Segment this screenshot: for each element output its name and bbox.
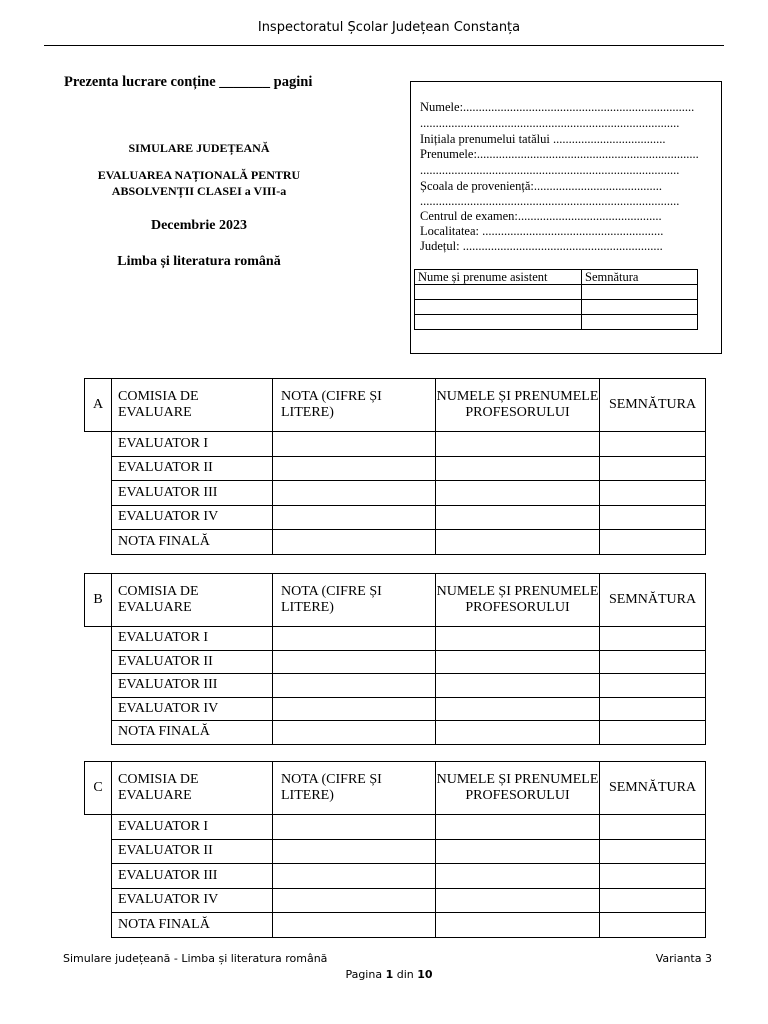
grade-cell[interactable]	[273, 864, 436, 889]
col-teacher-name: NUMELE ȘI PRENUMELE PROFESORULUI	[436, 379, 600, 432]
teacher-cell[interactable]	[436, 815, 600, 840]
grade-cell[interactable]	[273, 505, 436, 530]
id-line-county[interactable]: Județul: ................................................................	[420, 239, 663, 253]
evaluation-title-line2: ABSOLVENȚII CLASEI a VIII-a	[111, 184, 287, 198]
teacher-cell[interactable]	[436, 627, 600, 651]
signature-cell[interactable]	[600, 721, 706, 745]
id-line-school[interactable]: Școala de proveniență:.........................................	[420, 179, 662, 193]
spacer-cell	[85, 815, 112, 840]
teacher-cell[interactable]	[436, 721, 600, 745]
assistant-table	[414, 269, 698, 330]
signature-cell[interactable]	[600, 674, 706, 698]
teacher-cell[interactable]	[436, 864, 600, 889]
spacer-cell	[85, 839, 112, 864]
id-line-school-cont[interactable]: ...................................................................................	[420, 194, 680, 208]
col-teacher-name: NUMELE ȘI PRENUMELE PROFESORULUI	[436, 574, 600, 627]
spacer-cell	[85, 864, 112, 889]
spacer-cell	[85, 530, 112, 555]
page-mid: din	[393, 968, 418, 981]
teacher-cell[interactable]	[436, 456, 600, 481]
signature-cell[interactable]	[600, 864, 706, 889]
id-line-name-cont[interactable]: ...................................................................................	[420, 116, 680, 130]
spacer-cell	[85, 721, 112, 745]
id-line-father-initial[interactable]: Inițiala prenumelui tatălui ....................................	[420, 132, 666, 146]
simulation-title: SIMULARE JUDEȚEANĂ	[128, 141, 270, 155]
signature-cell[interactable]	[600, 432, 706, 457]
grade-cell[interactable]	[273, 697, 436, 721]
page-number	[0, 968, 768, 981]
teacher-cell[interactable]	[436, 432, 600, 457]
evaluator-label: EVALUATOR I	[112, 815, 273, 840]
spacer-cell	[85, 650, 112, 674]
teacher-cell[interactable]	[436, 674, 600, 698]
id-line-locality[interactable]: Localitatea: ..........................................................	[420, 224, 664, 238]
evaluator-label: EVALUATOR III	[112, 674, 273, 698]
col-commission: COMISIA DE EVALUARE	[112, 379, 273, 432]
commission-table-a	[84, 378, 706, 555]
signature-cell[interactable]	[600, 505, 706, 530]
evaluator-label: EVALUATOR II	[112, 839, 273, 864]
spacer-cell	[85, 481, 112, 506]
col-commission: COMISIA DE EVALUARE	[112, 762, 273, 815]
teacher-cell[interactable]	[436, 530, 600, 555]
final-grade-label: NOTA FINALĂ	[112, 530, 273, 555]
grade-cell[interactable]	[273, 721, 436, 745]
exam-subject: Limba și literatura română	[117, 254, 281, 269]
signature-cell[interactable]	[600, 650, 706, 674]
pages-count-line: Prezenta lucrare conține _______ pagini	[64, 74, 313, 90]
assistant-signature-cell[interactable]	[582, 300, 698, 315]
grade-cell[interactable]	[273, 815, 436, 840]
grade-cell[interactable]	[273, 913, 436, 938]
commission-letter: A	[85, 379, 112, 432]
signature-cell[interactable]	[600, 815, 706, 840]
commission-letter: C	[85, 762, 112, 815]
evaluator-label: EVALUATOR IV	[112, 888, 273, 913]
id-line-firstname[interactable]: Prenumele:.......................................................................	[420, 147, 699, 161]
evaluator-label: EVALUATOR III	[112, 864, 273, 889]
header-title: Inspectoratul Școlar Județean Constanța	[257, 20, 521, 35]
teacher-cell[interactable]	[436, 888, 600, 913]
footer-exam-name: Simulare județeană - Limba și literatura română	[63, 952, 328, 965]
final-grade-label: NOTA FINALĂ	[112, 721, 273, 745]
evaluator-label: EVALUATOR I	[112, 627, 273, 651]
commission-table-b	[84, 573, 706, 745]
assistant-name-cell[interactable]	[415, 285, 582, 300]
evaluator-label: EVALUATOR II	[112, 650, 273, 674]
assistant-name-cell[interactable]	[415, 315, 582, 330]
teacher-cell[interactable]	[436, 481, 600, 506]
assistant-name-cell[interactable]	[415, 300, 582, 315]
spacer-cell	[85, 627, 112, 651]
evaluator-label: EVALUATOR II	[112, 456, 273, 481]
col-grade: NOTA (CIFRE ȘI LITERE)	[273, 379, 436, 432]
signature-cell[interactable]	[600, 456, 706, 481]
col-grade: NOTA (CIFRE ȘI LITERE)	[273, 574, 436, 627]
grade-cell[interactable]	[273, 530, 436, 555]
assistant-signature-cell[interactable]	[582, 315, 698, 330]
signature-cell[interactable]	[600, 627, 706, 651]
teacher-cell[interactable]	[436, 650, 600, 674]
assistant-name-header: Nume și prenume asistent	[415, 270, 582, 285]
grade-cell[interactable]	[273, 456, 436, 481]
grade-cell[interactable]	[273, 481, 436, 506]
grade-cell[interactable]	[273, 627, 436, 651]
evaluator-label: EVALUATOR III	[112, 481, 273, 506]
grade-cell[interactable]	[273, 432, 436, 457]
final-grade-label: NOTA FINALĂ	[112, 913, 273, 938]
commission-letter: B	[85, 574, 112, 627]
signature-cell[interactable]	[600, 697, 706, 721]
grade-cell[interactable]	[273, 888, 436, 913]
teacher-cell[interactable]	[436, 505, 600, 530]
spacer-cell	[85, 888, 112, 913]
id-line-firstname-cont[interactable]: ...................................................................................	[420, 163, 680, 177]
signature-cell[interactable]	[600, 888, 706, 913]
page-total: 10	[417, 968, 433, 981]
id-line-name[interactable]: Numele:..........................................................................	[420, 100, 695, 114]
spacer-cell	[85, 505, 112, 530]
grade-cell[interactable]	[273, 674, 436, 698]
signature-cell[interactable]	[600, 481, 706, 506]
col-signature: SEMNĂTURA	[600, 574, 706, 627]
evaluator-label: EVALUATOR IV	[112, 505, 273, 530]
assistant-signature-cell[interactable]	[582, 285, 698, 300]
exam-date: Decembrie 2023	[150, 218, 248, 233]
grade-cell[interactable]	[273, 650, 436, 674]
commission-table-c	[84, 761, 706, 938]
assistant-signature-header: Semnătura	[582, 270, 698, 285]
page-prefix: Pagina	[345, 968, 386, 981]
evaluation-title-line1: EVALUAREA NAȚIONALĂ PENTRU	[97, 168, 301, 182]
signature-cell[interactable]	[600, 839, 706, 864]
spacer-cell	[85, 674, 112, 698]
signature-cell[interactable]	[600, 530, 706, 555]
col-grade: NOTA (CIFRE ȘI LITERE)	[273, 762, 436, 815]
col-commission: COMISIA DE EVALUARE	[112, 574, 273, 627]
teacher-cell[interactable]	[436, 697, 600, 721]
col-signature: SEMNĂTURA	[600, 762, 706, 815]
col-signature: SEMNĂTURA	[600, 379, 706, 432]
teacher-cell[interactable]	[436, 839, 600, 864]
spacer-cell	[85, 456, 112, 481]
evaluator-label: EVALUATOR IV	[112, 697, 273, 721]
teacher-cell[interactable]	[436, 913, 600, 938]
signature-cell[interactable]	[600, 913, 706, 938]
spacer-cell	[85, 697, 112, 721]
spacer-cell	[85, 913, 112, 938]
header-divider	[44, 45, 724, 46]
spacer-cell	[85, 432, 112, 457]
evaluator-label: EVALUATOR I	[112, 432, 273, 457]
grade-cell[interactable]	[273, 839, 436, 864]
page-current: 1	[385, 968, 394, 981]
col-teacher-name: NUMELE ȘI PRENUMELE PROFESORULUI	[436, 762, 600, 815]
footer-variant: Varianta 3	[655, 952, 712, 965]
id-line-exam-center[interactable]: Centrul de examen:..............................................	[420, 209, 662, 223]
